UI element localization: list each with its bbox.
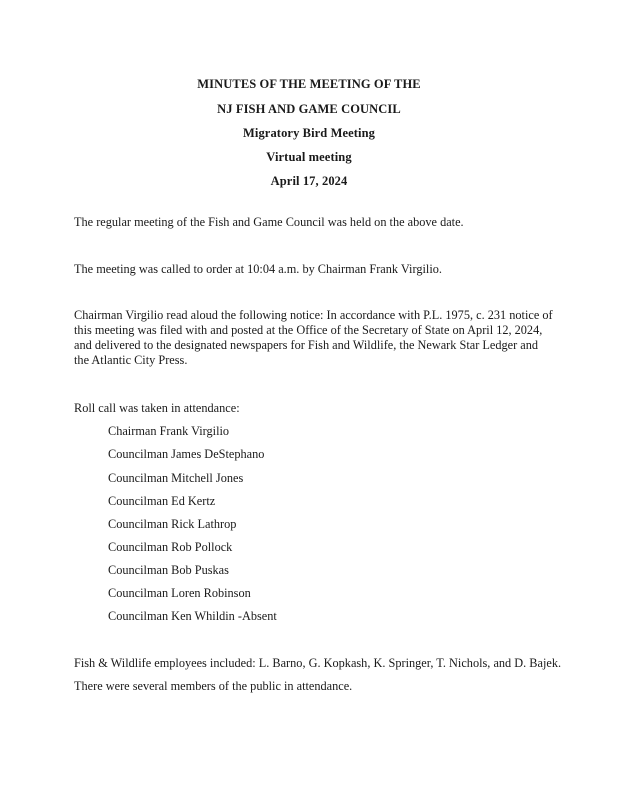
attendee-item: Councilman Rob Pollock [108, 540, 233, 554]
attendee-item: Chairman Frank Virgilio [108, 424, 230, 438]
employees-paragraph: Fish & Wildlife employees included: L. Barno, G. Kopkash, K. Springer, T. Nichols, and D. Bajek. [74, 656, 562, 670]
attendee-item: Councilman Rick Lathrop [108, 517, 237, 531]
title-meeting-format: Virtual meeting [266, 150, 352, 164]
regular-meeting-paragraph: The regular meeting of the Fish and Game Council was held on the above date. [74, 215, 464, 229]
title-meeting-type: Migratory Bird Meeting [242, 126, 376, 140]
title-line-1: MINUTES OF THE MEETING OF THE [197, 77, 421, 91]
attendee-item: Councilman James DeStephano [108, 447, 265, 461]
notice-paragraph: Chairman Virgilio read aloud the following notice: In accordance with P.L. 1975, c. 231 notice of this meeting was filed with and posted at the Office of the Secretary of State on April 12, 2024, and delivered to the designated newspapers for Fish and Wildlife, the Newark Star Ledger and the Atlantic City Press. [74, 308, 553, 367]
called-to-order-paragraph: The meeting was called to order at 10:04 a.m. by Chairman Frank Virgilio. [74, 262, 442, 276]
attendee-item: Councilman Loren Robinson [108, 586, 251, 600]
attendee-item: Councilman Ed Kertz [108, 494, 216, 508]
attendee-item: Councilman Bob Puskas [108, 563, 229, 577]
title-meeting-date: April 17, 2024 [270, 174, 348, 188]
attendee-item: Councilman Ken Whildin -Absent [108, 609, 277, 623]
public-attendance-paragraph: There were several members of the public in attendance. [74, 679, 353, 693]
roll-call-heading: Roll call was taken in attendance: [74, 401, 240, 415]
title-line-2: NJ FISH AND GAME COUNCIL [217, 102, 401, 116]
attendee-item: Councilman Mitchell Jones [108, 471, 244, 485]
